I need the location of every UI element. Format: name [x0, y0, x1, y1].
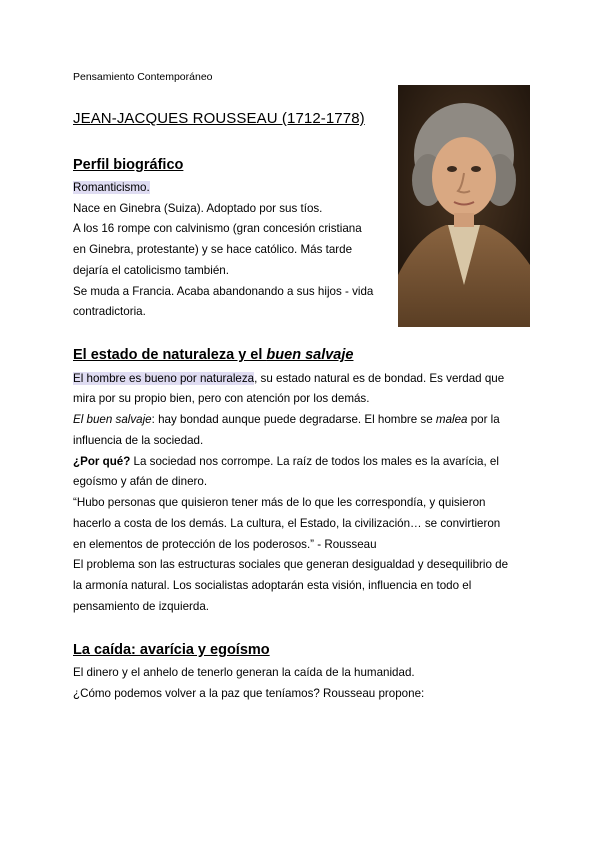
text-span: por la — [467, 413, 500, 426]
text-line: la armonía natural. Los socialistas adoptarán esta visión, influencia en todo el — [73, 579, 472, 592]
page-header: Pensamiento Contemporáneo — [73, 71, 213, 83]
heading-italic: buen salvaje — [266, 347, 354, 363]
text-line: A los 16 rompe con calvinismo (gran concesión cristiana — [73, 222, 362, 235]
italic-term: malea — [435, 413, 468, 426]
text-line — [73, 413, 500, 426]
text-line: El dinero y el anhelo de tenerlo generan la caída de la humanidad. — [73, 666, 415, 679]
text-line: en Ginebra, protestante) y se hace católico. Más tarde — [73, 243, 353, 256]
text-line: “Hubo personas que quisieron tener más de lo que les correspondía, y quisieron — [73, 496, 486, 509]
text-line — [73, 181, 150, 194]
text-line: El problema son las estructuras sociales que generan desigualdad y desequilibrio de — [73, 558, 509, 571]
section-heading-estado — [73, 347, 353, 363]
document-title: JEAN-JACQUES ROUSSEAU (1712-1778) — [73, 110, 365, 127]
text-line: Nace en Ginebra (Suiza). Adoptado por sus tíos. — [73, 202, 323, 215]
italic-term: El buen salvaje — [73, 413, 152, 426]
text-line: mira por su propio bien, pero con atención por los demás. — [73, 392, 370, 405]
text-line: pensamiento de izquierda. — [73, 600, 209, 613]
text-line — [73, 455, 499, 468]
text-span: , su estado natural es de bondad. Es verdad que — [254, 372, 505, 385]
text-line: egoísmo y afán de dinero. — [73, 475, 208, 488]
text-line: hacerlo a costa de los demás. La cultura, el Estado, la civilización… se convirtieron — [73, 517, 501, 530]
text-span: La sociedad nos corrompe. La raíz de todos los males es la avarícia, el — [130, 455, 499, 468]
highlight: El hombre es bueno por naturaleza — [73, 372, 255, 385]
text-line: Se muda a Francia. Acaba abandonando a sus hijos - vida — [73, 285, 374, 298]
text-line: contradictoria. — [73, 305, 146, 318]
text-line: dejaría el catolicismo también. — [73, 264, 229, 277]
text-line: influencia de la sociedad. — [73, 434, 204, 447]
section-heading-perfil: Perfil biográfico — [73, 157, 184, 173]
text-line — [73, 372, 504, 385]
highlight: Romanticismo. — [73, 181, 150, 194]
text-line: ¿Cómo podemos volver a la paz que teníamos? Rousseau propone: — [73, 687, 425, 700]
text-line: en elementos de protección de los poderosos.” - Rousseau — [73, 538, 377, 551]
text-span: : hay bondad aunque puede degradarse. El hombre se — [151, 413, 436, 426]
heading-part: El estado de naturaleza y el — [73, 347, 267, 363]
rousseau-portrait — [398, 85, 530, 327]
section-heading-caida: La caída: avarícia y egoísmo — [73, 642, 270, 658]
bold-term: ¿Por qué? — [73, 455, 131, 468]
